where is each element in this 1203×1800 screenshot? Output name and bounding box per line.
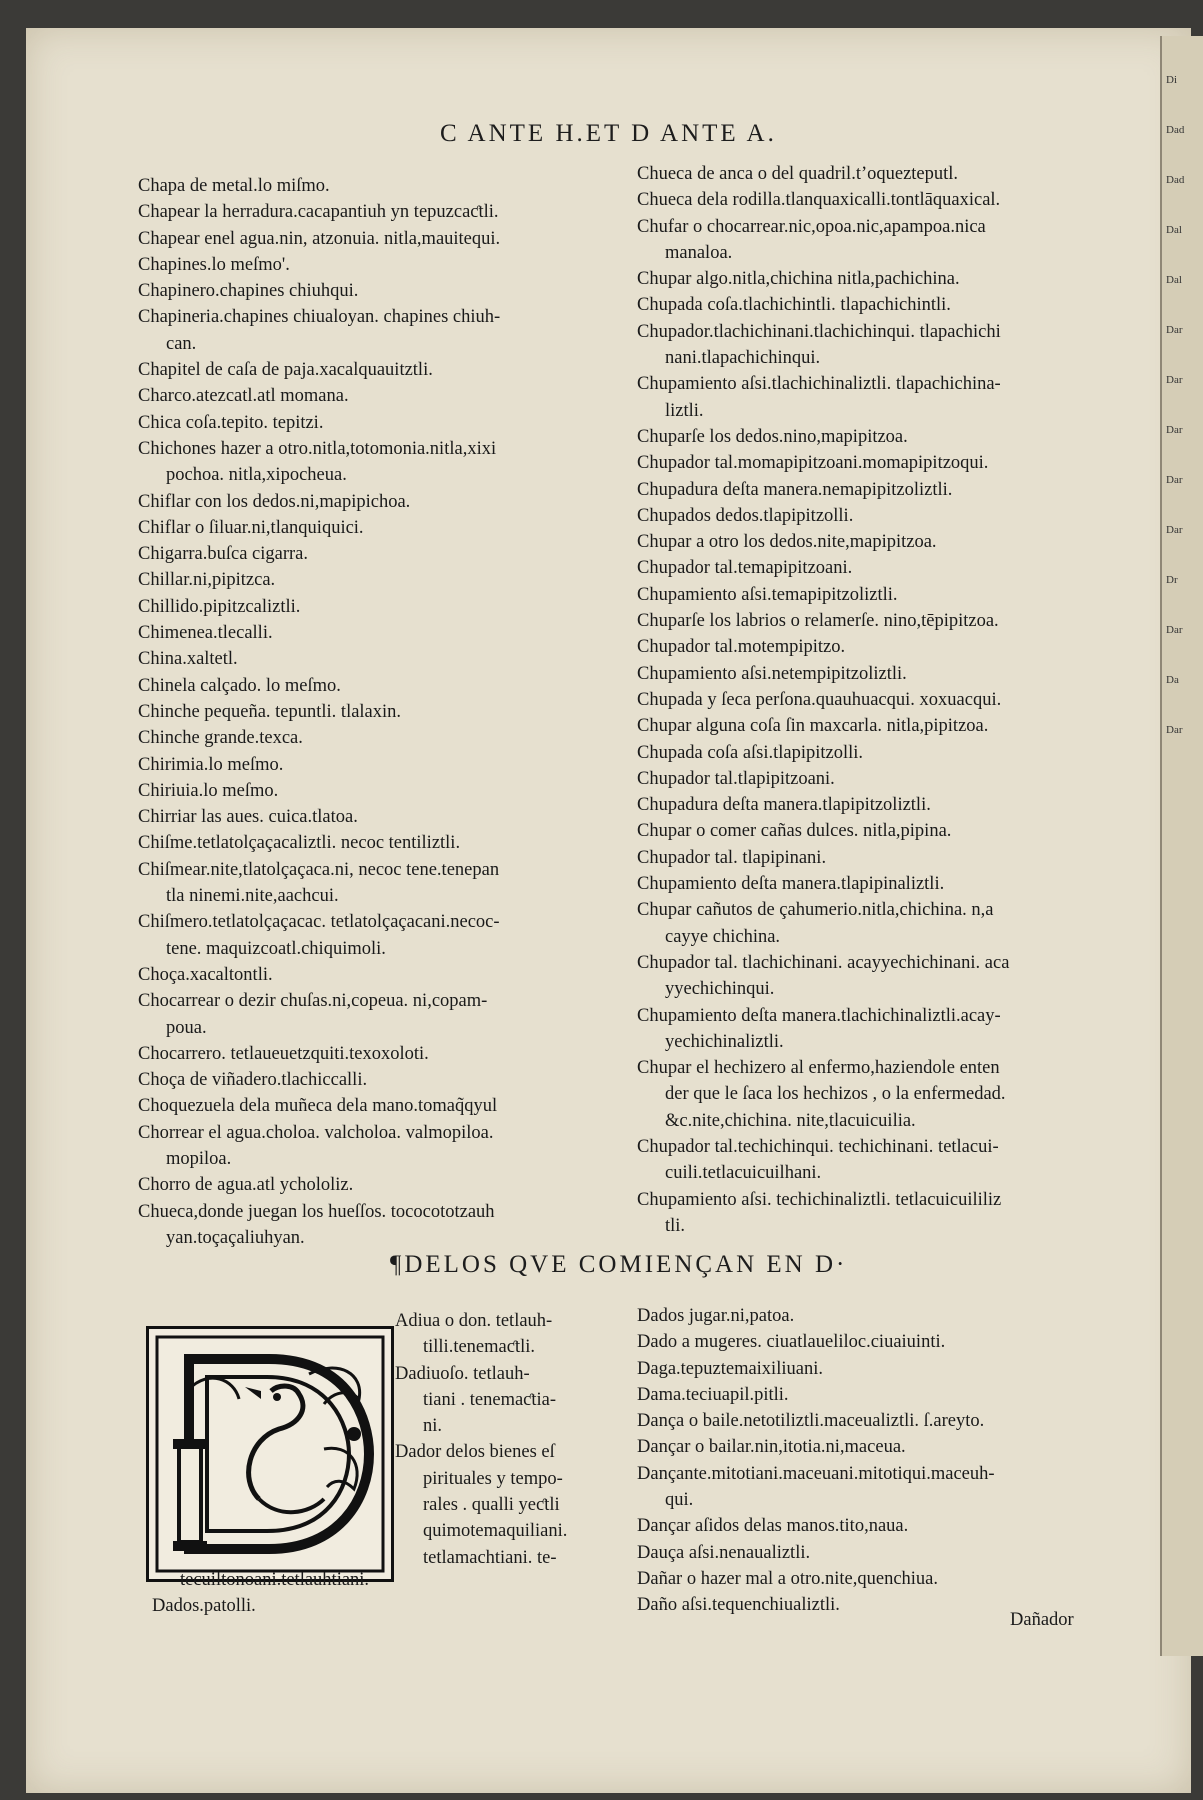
catchword: Dañador xyxy=(1010,1610,1074,1630)
spine-fragment: Dar xyxy=(1166,374,1183,386)
dictionary-entry-line: Chinela calçado. lo meſmo. xyxy=(138,675,341,696)
decorated-initial-d xyxy=(146,1326,394,1582)
dictionary-entry-line: Chillido.pipitzcaliztli. xyxy=(138,596,301,617)
dictionary-entry-line: Charco.atezcatl.atl momana. xyxy=(138,386,349,407)
dictionary-entry-line: Chupar el hechizero al enfermo,haziendole enten xyxy=(637,1058,1000,1079)
dictionary-entry-line: cuili.tetlacuicuilhani. xyxy=(665,1163,822,1184)
dictionary-entry-line: Dadiuoſo. tetlauh- xyxy=(395,1363,530,1384)
dictionary-entry-line: Chapear enel agua.nin, atzonuia. nitla,mauitequi. xyxy=(138,228,501,249)
dictionary-entry-line: Chupada y ſeca perſona.quauhuacqui. xoxuacqui. xyxy=(637,689,1002,710)
dictionary-entry-line: Dañar o hazer mal a otro.nite,quenchiua. xyxy=(637,1568,939,1589)
dictionary-entry-line: Chupar o comer cañas dulces. nitla,pipina. xyxy=(637,821,952,842)
dictionary-entry-line: Dançante.mitotiani.maceuani.mitotiqui.maceuh- xyxy=(637,1463,995,1484)
dictionary-entry-line: yechichinaliztli. xyxy=(665,1031,784,1052)
dictionary-entry-line: liztli. xyxy=(665,400,704,421)
dictionary-entry-line: tli. xyxy=(665,1215,686,1236)
dictionary-entry-line: nani.tlapachichinqui. xyxy=(665,348,821,369)
spine-fragment: Dar xyxy=(1166,424,1183,436)
dictionary-entry-line: Chupador tal. tlachichinani. acayyechichinani. aca xyxy=(637,952,1010,973)
dictionary-entry-line: Chupador tal.techichinqui. techichinani. tetlacui- xyxy=(637,1136,999,1157)
dictionary-entry-line: &c.nite,chichina. nite,tlacuicuilia. xyxy=(665,1110,916,1131)
d-left-column-bottom xyxy=(152,1567,572,1620)
dictionary-entry-line: Chigarra.buſca cigarra. xyxy=(138,544,309,565)
d-left-column xyxy=(395,1308,645,1571)
dictionary-entry-line: Chuparſe los labrios o relamerſe. nino,tēpipitzoa. xyxy=(637,611,999,632)
dictionary-entry-line: Dança o baile.netotiliztli.maceualiztli. ſ.areyto. xyxy=(637,1411,985,1432)
spine-fragment: Dar xyxy=(1166,474,1183,486)
dictionary-entry-line: yan.toçaçaliuhyan. xyxy=(166,1227,305,1248)
dictionary-entry-line: Chupar a otro los dedos.nite,mapipitzoa. xyxy=(637,532,937,553)
dictionary-entry-line: Chueca dela rodilla.tlanquaxicalli.tontlāquaxical. xyxy=(637,190,1001,211)
dictionary-entry-line: cayye chichina. xyxy=(665,926,781,947)
spine-fragment: Dad xyxy=(1166,174,1185,186)
dictionary-entry-line: pochoa. nitla,xipocheua. xyxy=(166,465,347,486)
dictionary-entry-line: Chapineria.chapines chiualoyan. chapines chiuh- xyxy=(138,307,501,328)
dictionary-entry-line: tecuiltonoani.tetlauhtiani. xyxy=(180,1570,370,1590)
dictionary-entry-line: Chupar cañutos de çahumerio.nitla,chichina. n,a xyxy=(637,900,994,921)
dictionary-entry-line: tilli.tenemaƈtli. xyxy=(423,1337,535,1358)
dictionary-entry-line: poua. xyxy=(166,1017,207,1038)
dictionary-entry-line: can. xyxy=(166,333,197,354)
dictionary-entry-line: Chupador tal.temapipitzoani. xyxy=(637,558,853,579)
dictionary-entry-line: Chupador.tlachichinani.tlachichinqui. tlapachichi xyxy=(637,321,1001,342)
dictionary-entry-line: Dado a mugeres. ciuatlaueliloc.ciuaiuinti. xyxy=(637,1332,946,1353)
dictionary-entry-line: Dador delos bienes eſ xyxy=(395,1442,555,1463)
dictionary-entry-line: Chupar algo.nitla,chichina nitla,pachichina. xyxy=(637,269,960,290)
dictionary-entry-line: der que le ſaca los hechizos , o la enfermedad. xyxy=(665,1084,1006,1105)
dictionary-entry-line: Daño aſsi.tequenchiualiztli. xyxy=(637,1595,840,1616)
dictionary-entry-line: Daga.tepuztemaixiliuani. xyxy=(637,1358,823,1379)
dictionary-entry-line: Chapa de metal.lo miſmo. xyxy=(138,176,330,196)
d-right-column xyxy=(637,1303,1107,1619)
dictionary-entry-line: tiani . tenemaƈtia- xyxy=(423,1389,557,1410)
spine-fragment: Da xyxy=(1166,674,1179,686)
dictionary-entry-line: Chufar o chocarrear.nic,opoa.nic,apampoa.nica xyxy=(637,216,986,237)
dictionary-entry-line: Chiriuia.lo meſmo. xyxy=(138,780,279,801)
spine-fragment: Dad xyxy=(1166,124,1185,136)
dictionary-entry-line: Chirriar las aues. cuica.tlatoa. xyxy=(138,807,358,828)
dictionary-entry-line: yyechichinqui. xyxy=(665,979,775,1000)
dictionary-entry-line: Dados.patolli. xyxy=(152,1596,256,1617)
dictionary-entry-line: Chupador tal.momapipitzoani.momapipitzoqui. xyxy=(637,453,989,474)
dictionary-entry-line: Chueca de anca o del quadril.tʼoquezteputl. xyxy=(637,164,959,184)
dictionary-entry-line: Chiſme.tetlatolçaçacaliztli. necoc tentiliztli. xyxy=(138,833,461,854)
dictionary-entry-line: Chapines.lo meſmo'. xyxy=(138,254,290,275)
dictionary-entry-line: Chupada coſa.tlachichintli. tlapachichintli. xyxy=(637,295,951,316)
dictionary-entry-line: Chupamiento aſsi. techichinaliztli. tetlacuicuililiz xyxy=(637,1189,1002,1210)
dictionary-entry-line: pirituales y tempo- xyxy=(423,1468,563,1489)
facing-page-edge xyxy=(1160,36,1203,1656)
dictionary-entry-line: tene. maquizcoatl.chiquimoli. xyxy=(166,938,386,959)
page-header: C ANTE H.ET D ANTE A. xyxy=(440,120,777,147)
dictionary-entry-line: Dama.teciuapil.pitli. xyxy=(637,1384,789,1405)
dictionary-entry-line: Adiua o don. tetlauh- xyxy=(395,1311,553,1331)
dictionary-entry-line: Chillar.ni,pipitzca. xyxy=(138,570,276,591)
dictionary-entry-line: China.xaltetl. xyxy=(138,649,238,670)
dictionary-entry-line: Chapear la herradura.cacapantiuh yn tepuzcaƈtli. xyxy=(138,202,499,223)
dictionary-entry-line: Chupador tal.tlapipitzoani. xyxy=(637,768,835,789)
dictionary-entry-line: manaloa. xyxy=(665,242,733,263)
dictionary-entry-line: Chiflar con los dedos.ni,mapipichoa. xyxy=(138,491,411,512)
dictionary-entry-line: Chorro de agua.atl ychololiz. xyxy=(138,1175,354,1196)
spine-fragment: Dar xyxy=(1166,624,1183,636)
dictionary-entry-line: Chupador tal. tlapipinani. xyxy=(637,847,827,868)
dictionary-entry-line: ni. xyxy=(423,1416,443,1437)
dictionary-entry-line: tla ninemi.nite,aachcui. xyxy=(166,886,339,907)
dictionary-entry-line: Choça de viñadero.tlachiccalli. xyxy=(138,1070,368,1091)
dictionary-entry-line: Chupador tal.motempipitzo. xyxy=(637,637,846,658)
dictionary-entry-line: mopiloa. xyxy=(166,1148,232,1169)
dictionary-entry-line: Chocarrero. tetlaueuetzquiti.texoxoloti. xyxy=(138,1043,429,1064)
dictionary-entry-line: Chinche grande.texca. xyxy=(138,728,303,749)
dictionary-entry-line: Chinche pequeña. tepuntli. tlalaxin. xyxy=(138,701,402,722)
dictionary-entry-line: Choça.xacaltontli. xyxy=(138,964,273,985)
dictionary-entry-line: Dançar o bailar.nin,itotia.ni,maceua. xyxy=(637,1437,906,1458)
dictionary-entry-line: Chichones hazer a otro.nitla,totomonia.nitla,xixi xyxy=(138,438,497,459)
dictionary-entry-line: Dados jugar.ni,patoa. xyxy=(637,1306,795,1326)
dictionary-entry-line: Chimenea.tlecalli. xyxy=(138,623,273,644)
ornament-initial-icon xyxy=(149,1329,391,1579)
dictionary-entry-line: Chupar alguna coſa ſin maxcarla. nitla,pipitzoa. xyxy=(637,716,989,737)
dictionary-entry-line: Chupada coſa aſsi.tlapipitzolli. xyxy=(637,742,864,763)
dictionary-entry-line: Chueca,donde juegan los hueſſos. tococototzauh xyxy=(138,1201,495,1222)
dictionary-entry-line: Chapinero.chapines chiuhqui. xyxy=(138,281,359,302)
dictionary-entry-line: Chiſmear.nite,tlatolçaçaca.ni, necoc tene.tenepan xyxy=(138,859,500,880)
spine-fragment: Dr xyxy=(1166,574,1178,586)
left-column xyxy=(138,173,628,1251)
section-title: ¶DELOS QVE COMIENÇAN EN D· xyxy=(390,1251,848,1278)
dictionary-entry-line: Chirimia.lo meſmo. xyxy=(138,754,284,775)
dictionary-entry-line: Chapitel de caſa de paja.xacalquauitztli. xyxy=(138,360,433,381)
dictionary-entry-line: Dauça aſsi.nenaualiztli. xyxy=(637,1542,811,1563)
dictionary-entry-line: Choquezuela dela muñeca dela mano.tomaq̃qyul xyxy=(138,1096,498,1117)
spine-fragment: Di xyxy=(1166,74,1177,86)
dictionary-entry-line: Chupamiento aſsi.tlachichinaliztli. tlapachichina- xyxy=(637,374,1001,395)
dictionary-entry-line: Chocarrear o dezir chuſas.ni,copeua. ni,copam- xyxy=(138,991,488,1012)
spine-fragment: Dar xyxy=(1166,324,1183,336)
dictionary-entry-line: Chica coſa.tepito. tepitzi. xyxy=(138,412,324,433)
dictionary-entry-line: qui. xyxy=(665,1490,694,1511)
spine-fragment: Dar xyxy=(1166,724,1183,736)
dictionary-entry-line: Chuparſe los dedos.nino,mapipitzoa. xyxy=(637,426,908,447)
dictionary-entry-line: Chupados dedos.tlapipitzolli. xyxy=(637,505,854,526)
dictionary-entry-line: Chupamiento aſsi.temapipitzoliztli. xyxy=(637,584,898,605)
dictionary-entry-line: tetlamachtiani. te- xyxy=(423,1547,557,1568)
dictionary-entry-line: Chupamiento deſta manera.tlachichinaliztli.acay- xyxy=(637,1005,1001,1026)
spine-fragment: Dal xyxy=(1166,224,1182,236)
dictionary-entry-line: Chupamiento aſsi.netempipitzoliztli. xyxy=(637,663,907,684)
dictionary-entry-line: rales . qualli yeƈtli xyxy=(423,1495,560,1516)
spine-fragment: Dar xyxy=(1166,524,1183,536)
dictionary-entry-line: quimotemaquiliani. xyxy=(423,1521,568,1542)
right-column xyxy=(637,161,1107,1239)
dictionary-entry-line: Chupadura deſta manera.nemapipitzoliztli. xyxy=(637,479,953,500)
dictionary-entry-line: Chorrear el agua.choloa. valcholoa. valmopiloa. xyxy=(138,1122,494,1143)
dictionary-entry-line: Chupamiento deſta manera.tlapipinaliztli. xyxy=(637,874,945,895)
dictionary-entry-line: Chiſmero.tetlatolçaçacac. tetlatolçaçacani.necoc- xyxy=(138,912,500,933)
spine-fragment: Dal xyxy=(1166,274,1182,286)
dictionary-entry-line: Chupadura deſta manera.tlapipitzoliztli. xyxy=(637,795,931,816)
dictionary-entry-line: Chiflar o ſiluar.ni,tlanquiquici. xyxy=(138,517,364,538)
dictionary-entry-line: Dançar aſidos delas manos.tito,naua. xyxy=(637,1516,909,1537)
